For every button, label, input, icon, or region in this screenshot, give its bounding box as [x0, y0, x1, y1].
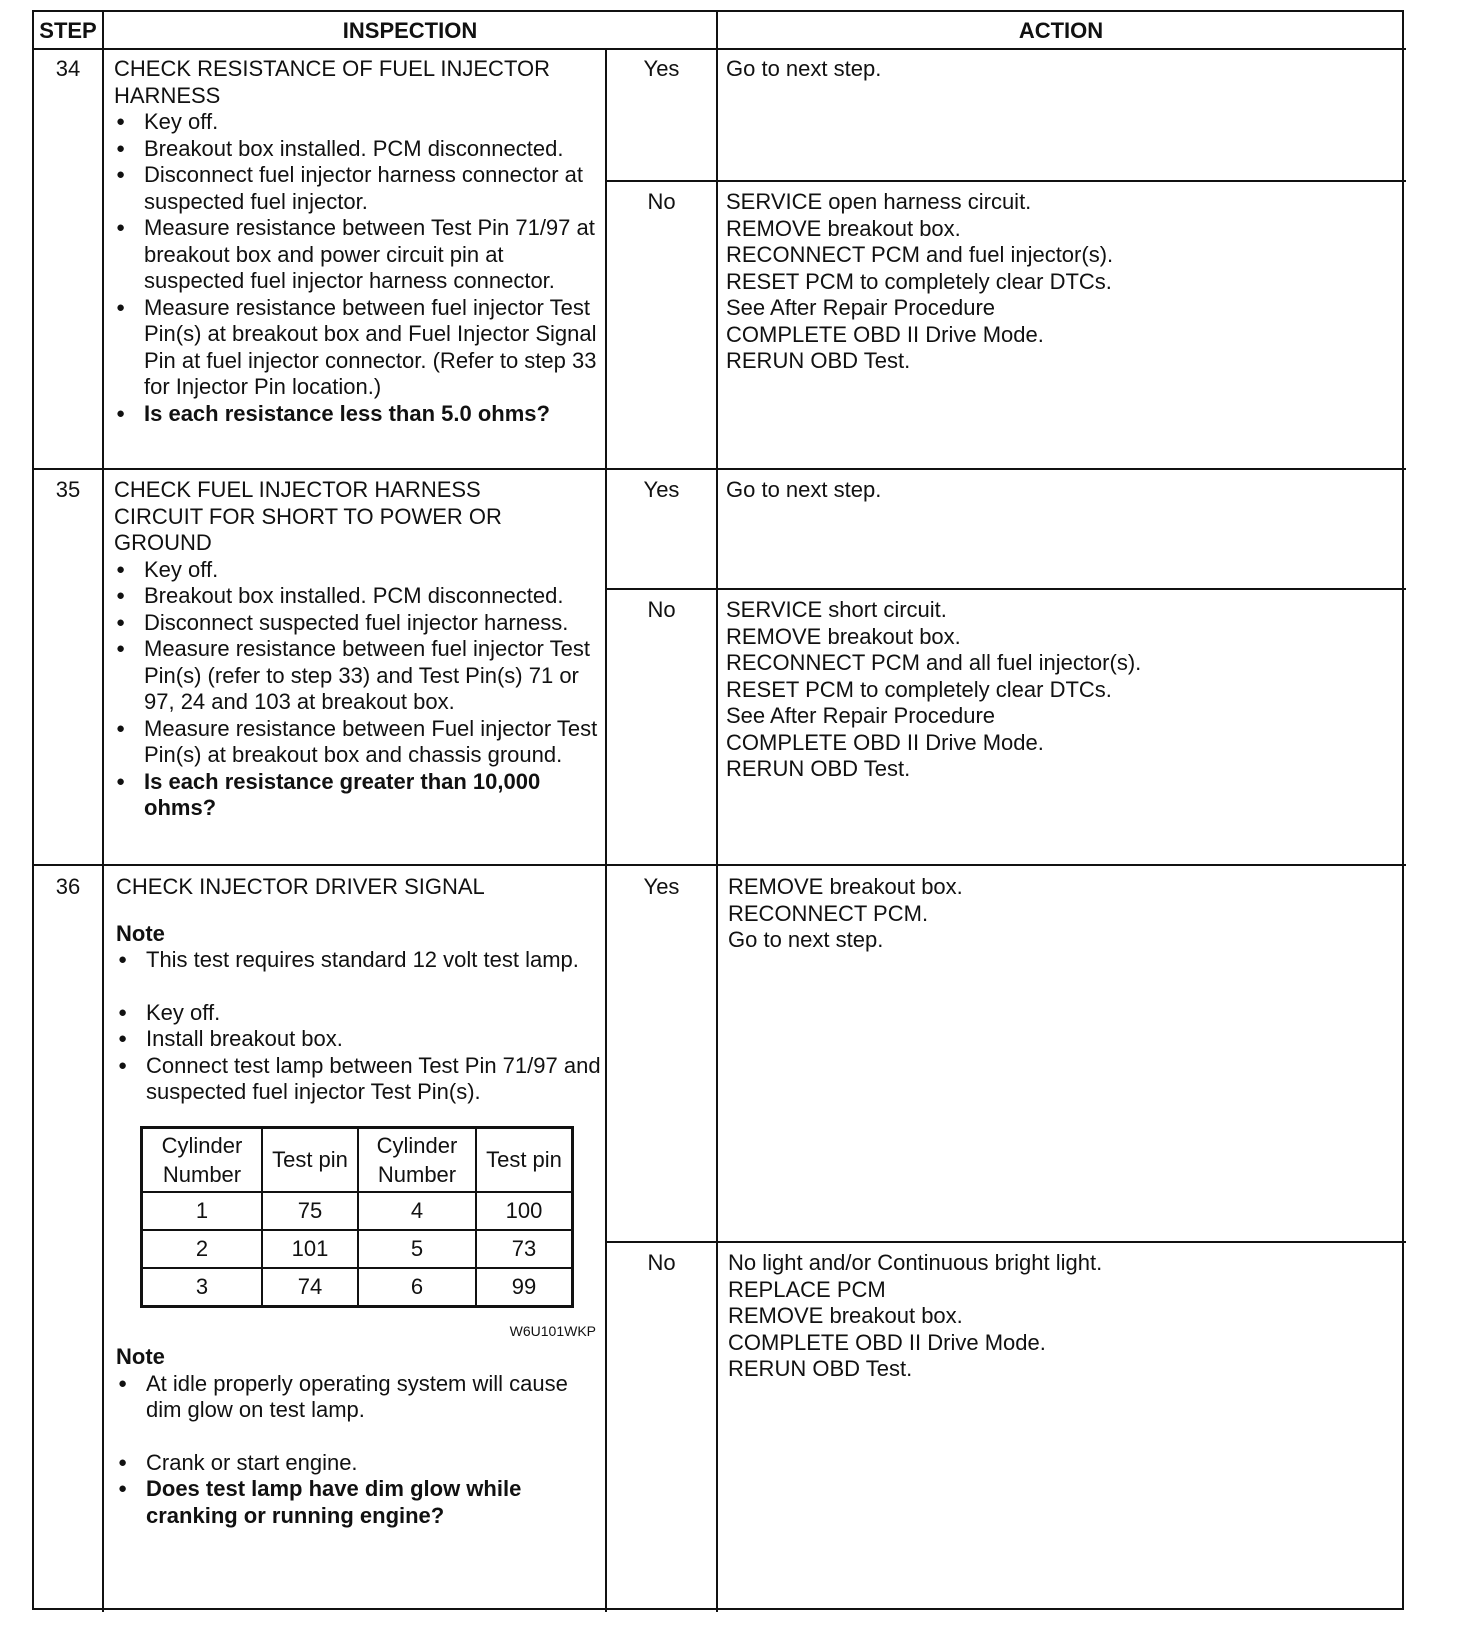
table-cell: 5 [358, 1230, 476, 1268]
table-cell: 73 [476, 1230, 573, 1268]
table-row [142, 1268, 573, 1307]
step-divider-34-35 [34, 468, 1406, 470]
table-header-cell: Test pin [476, 1127, 573, 1192]
step-number: 35 [55, 477, 81, 502]
note-label: Note [116, 1344, 165, 1369]
yesno-divider-36 [605, 1241, 1406, 1243]
yes-label: Yes [643, 477, 680, 502]
list-item: ● Crank or start engine. [116, 1450, 602, 1477]
no-label: No [647, 1250, 676, 1275]
list-item: ● Measure resistance between fuel injector Test Pin(s) at breakout box and Fuel Injector Signal Pin at fuel injector connector. (Refer to step 33 for Injector Pin location.) [114, 295, 600, 401]
list-item: ● At idle properly operating system will cause dim glow on test lamp. [116, 1371, 602, 1424]
no-label: No [647, 597, 676, 622]
table-row [142, 1230, 573, 1268]
question: ● Is each resistance less than 5.0 ohms? [114, 401, 600, 428]
step-title: CHECK INJECTOR DRIVER SIGNAL [116, 874, 485, 899]
list-item: ● Measure resistance between Test Pin 71/97 at breakout box and power circuit pin at suspected fuel injector harness connector. [114, 215, 600, 295]
cylinder-pin-table [140, 1126, 574, 1308]
no-action: SERVICE open harness circuit. REMOVE breakout box. RECONNECT PCM and fuel injector(s). RESET PCM to completely clear DTCs. See After Repair Procedure COMPLETE OBD II Drive Mode. RERUN OBD Test. [726, 189, 1114, 373]
yes-label: Yes [643, 56, 680, 81]
step-divider-35-36 [34, 864, 1406, 866]
step-title: CHECK RESISTANCE OF FUEL INJECTOR HARNESS [114, 56, 550, 108]
step-34-inspection [114, 56, 600, 427]
yes-action: REMOVE breakout box. RECONNECT PCM. Go to next step. [728, 874, 963, 952]
table-cell: 74 [262, 1268, 358, 1307]
bullet-list [114, 109, 600, 427]
list-item: ● Install breakout box. [116, 1026, 602, 1053]
table-cell: 101 [262, 1230, 358, 1268]
step-36-inspection [116, 874, 602, 1529]
col-divider-step [102, 12, 104, 1612]
diagnostic-table [32, 10, 1404, 1610]
yesno-divider-34 [605, 180, 1406, 182]
bullet-list [116, 1000, 602, 1106]
table-header-cell: Test pin [262, 1127, 358, 1192]
list-item: ● Disconnect fuel injector harness connector at suspected fuel injector. [114, 162, 600, 215]
table-cell: 6 [358, 1268, 476, 1307]
list-item: ● Key off. [116, 1000, 602, 1027]
step-35-inspection [114, 477, 600, 822]
question: ● Does test lamp have dim glow while cranking or running engine? [116, 1476, 602, 1529]
no-label: No [647, 189, 676, 214]
table-header-cell: Cylinder Number [358, 1127, 476, 1192]
list-item: ● This test requires standard 12 volt test lamp. [116, 947, 602, 974]
step-number: 36 [55, 874, 81, 899]
table-cell: 4 [358, 1192, 476, 1230]
yes-label: Yes [643, 874, 680, 899]
note-bullets [116, 947, 602, 974]
col-divider-yesno [605, 48, 607, 1612]
list-item: ● Key off. [114, 557, 600, 584]
table-header-cell: Cylinder Number [142, 1127, 263, 1192]
bullet-list [114, 557, 600, 822]
no-action: SERVICE short circuit. REMOVE breakout box. RECONNECT PCM and all fuel injector(s). RESET PCM to completely clear DTCs. See After Repair Procedure COMPLETE OBD II Drive Mode. RERUN OBD Test. [726, 597, 1142, 781]
table-cell: 75 [262, 1192, 358, 1230]
table-cell: 2 [142, 1230, 263, 1268]
table-cell: 1 [142, 1192, 263, 1230]
bullet-list [116, 1450, 602, 1530]
table-cell: 3 [142, 1268, 263, 1307]
list-item: ● Key off. [114, 109, 600, 136]
table-header-row [142, 1127, 573, 1192]
list-item: ● Measure resistance between fuel injector Test Pin(s) (refer to step 33) and Test Pin(s) 71 or 97, 24 and 103 at breakout box. [114, 636, 600, 716]
yes-action: Go to next step. [726, 477, 882, 502]
question: ● Is each resistance greater than 10,000 ohms? [114, 769, 600, 822]
yes-action: Go to next step. [726, 56, 882, 81]
header-step: STEP [39, 18, 97, 43]
table-cell: 100 [476, 1192, 573, 1230]
list-item: ● Connect test lamp between Test Pin 71/97 and suspected fuel injector Test Pin(s). [116, 1053, 602, 1106]
step-title: CHECK FUEL INJECTOR HARNESS CIRCUIT FOR SHORT TO POWER OR GROUND [114, 477, 502, 555]
col-divider-action [716, 12, 718, 1612]
list-item: ● Disconnect suspected fuel injector harness. [114, 610, 600, 637]
list-item: ● Measure resistance between Fuel injector Test Pin(s) at breakout box and chassis ground. [114, 716, 600, 769]
note-label: Note [116, 920, 165, 946]
step-number: 34 [55, 56, 81, 81]
yesno-divider-35 [605, 588, 1406, 590]
table-row [142, 1192, 573, 1230]
note-bullets [116, 1371, 602, 1424]
list-item: ● Breakout box installed. PCM disconnected. [114, 136, 600, 163]
table-cell: 99 [476, 1268, 573, 1307]
figure-code: W6U101WKP [509, 1322, 596, 1339]
no-action: No light and/or Continuous bright light. REPLACE PCM REMOVE breakout box. COMPLETE OBD II Drive Mode. RERUN OBD Test. [728, 1250, 1103, 1381]
header-action: ACTION [1018, 18, 1104, 43]
header-inspection: INSPECTION [342, 18, 478, 43]
list-item: ● Breakout box installed. PCM disconnected. [114, 583, 600, 610]
